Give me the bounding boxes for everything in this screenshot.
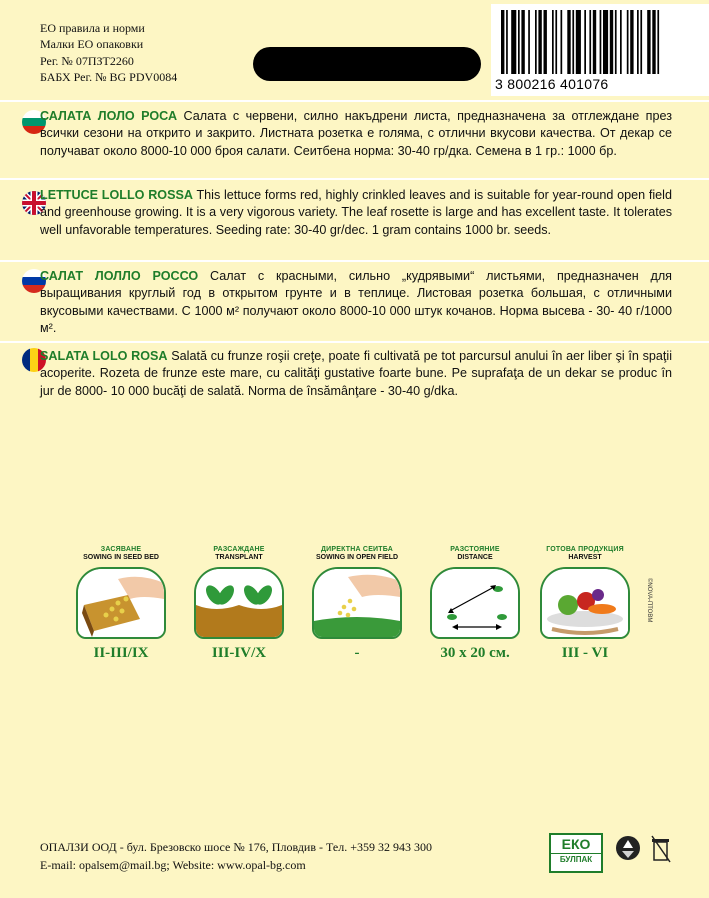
trash-bin-icon — [650, 834, 672, 864]
distance — [420, 546, 530, 662]
section-title: САЛАТ ЛОЛЛО РОССО — [40, 269, 199, 283]
icon-label-en: SOWING IN SEED BED — [83, 554, 159, 561]
harvest — [530, 546, 640, 662]
recycle-icon — [614, 834, 642, 864]
icon-value: 30 x 20 см. — [440, 645, 510, 661]
sowing-seed-bed — [66, 546, 176, 662]
section-text: Салат с красными, сильно „кудрявыми“ листьями, предназначен для выращивания круглый год в открытом грунте и в теплице. Листовая розетка большая, с отличными вкусовыми качествами. С 1000 м² получают около 8000-10 000 штук кочанов. Норма высева - 30- 40 г/1000 м². — [40, 269, 672, 336]
sowing-open-field — [302, 546, 412, 662]
sowing-seed-bed-icon — [76, 567, 166, 639]
section-title: LETTUCE LOLLO ROSSA — [40, 188, 193, 202]
icon-label-en: DISTANCE — [457, 554, 493, 561]
icon-label-bg: РАЗСТОЯНИЕ — [450, 546, 500, 553]
divider — [0, 178, 709, 180]
barcode-bars — [501, 10, 701, 74]
section-russian — [40, 268, 672, 338]
reg-line-2: Малки ЕО опаковки — [40, 37, 144, 52]
eko-bottom: БУЛПАК — [551, 853, 601, 866]
section-romanian — [40, 348, 672, 400]
icon-value: II-III/IX — [93, 645, 149, 661]
transplant-icon — [194, 567, 284, 639]
footer-address: ОПАЛЗИ ООД - бул. Брезовско шосе № 176, Пловдив - Тел. +359 32 943 300 — [40, 840, 432, 854]
icon-label-bg: РАЗСАЖДАНЕ — [213, 546, 265, 553]
icon-value: III-IV/X — [211, 645, 267, 661]
sowing-open-field-icon — [312, 567, 402, 639]
section-bulgarian — [40, 108, 672, 160]
reg-line-1: ЕО правила и норми — [40, 21, 145, 35]
distance-icon — [430, 567, 520, 639]
eko-top: ЕКО — [561, 836, 591, 852]
divider — [0, 100, 709, 102]
harvest-icon — [540, 567, 630, 639]
redacted-bar — [253, 47, 481, 81]
section-title: SALATA LOLO ROSA — [40, 349, 168, 363]
section-english — [40, 187, 672, 239]
icon-value: III - VI — [561, 645, 609, 661]
regulatory-info — [40, 20, 177, 85]
section-text: Salată cu frunze roşii creţe, poate fi cultivată pe tot parcursul anului în aer liber şi în spaţii acoperite. Rozeta de frunze este mare, cu calităţi gustative foarte bune. Pe suprafaţa de un dekar se produc în jur de 8000- 10 000 bucăţi de salată. Norma de însămânţare - 30-40 g/dka. — [40, 349, 673, 398]
footer-contacts: E-mail: opalsem@mail.bg; Website: www.opal-bg.com — [40, 858, 306, 872]
icon-label-bg: ЗАСЯВАНЕ — [100, 546, 142, 553]
eko-bulpak-logo — [549, 833, 603, 873]
barcode — [491, 4, 709, 96]
icon-label-bg: ГОТОВА ПРОДУКЦИЯ — [546, 546, 624, 553]
reg-line-4: БАБХ Рег. № BG PDV0084 — [40, 69, 178, 84]
section-text: Салата с червени, силно накъдрени листа, предназначена за отглеждане през всички сезони на открито и закрито. Листната розетка е голяма, с отлични вкусови качества. От декар се получават около 8000-10 000 броя салати. Сеитбена норма: 30-40 гр/дка. Семена в 1 гр.: 1000 бр. — [40, 109, 672, 158]
divider — [0, 260, 709, 262]
reg-line-3: Рег. № 07ПЗТ2260 — [40, 53, 134, 68]
icon-label-bg: ДИРЕКТНА СЕИТБА — [321, 546, 393, 553]
icon-label-en: TRANSPLANT — [215, 554, 263, 561]
growing-calendar — [0, 546, 709, 666]
icon-label-en: SOWING IN OPEN FIELD — [315, 554, 399, 561]
icon-value: - — [354, 645, 360, 661]
section-text: This lettuce forms red, highly crinkled leaves and is suitable for year-round open field and greenhouse growing. It is a very vigorous variety. The leaf rosette is large and has excellent taste. It tolerates well unfavorable temperatures. Seeding rate: 30-40 gr/dec. 1 gram contains 1000 br. seeds. — [40, 188, 672, 237]
footer — [40, 838, 432, 874]
transplant — [184, 546, 294, 662]
barcode-number: 3 800216 401076 — [495, 76, 609, 92]
divider — [0, 341, 709, 343]
section-title: САЛАТА ЛОЛО РОСА — [40, 109, 178, 123]
copyright-stamp: ©NOVA-ПТОВМ — [646, 578, 652, 623]
icon-label-en: HARVEST — [568, 554, 602, 561]
